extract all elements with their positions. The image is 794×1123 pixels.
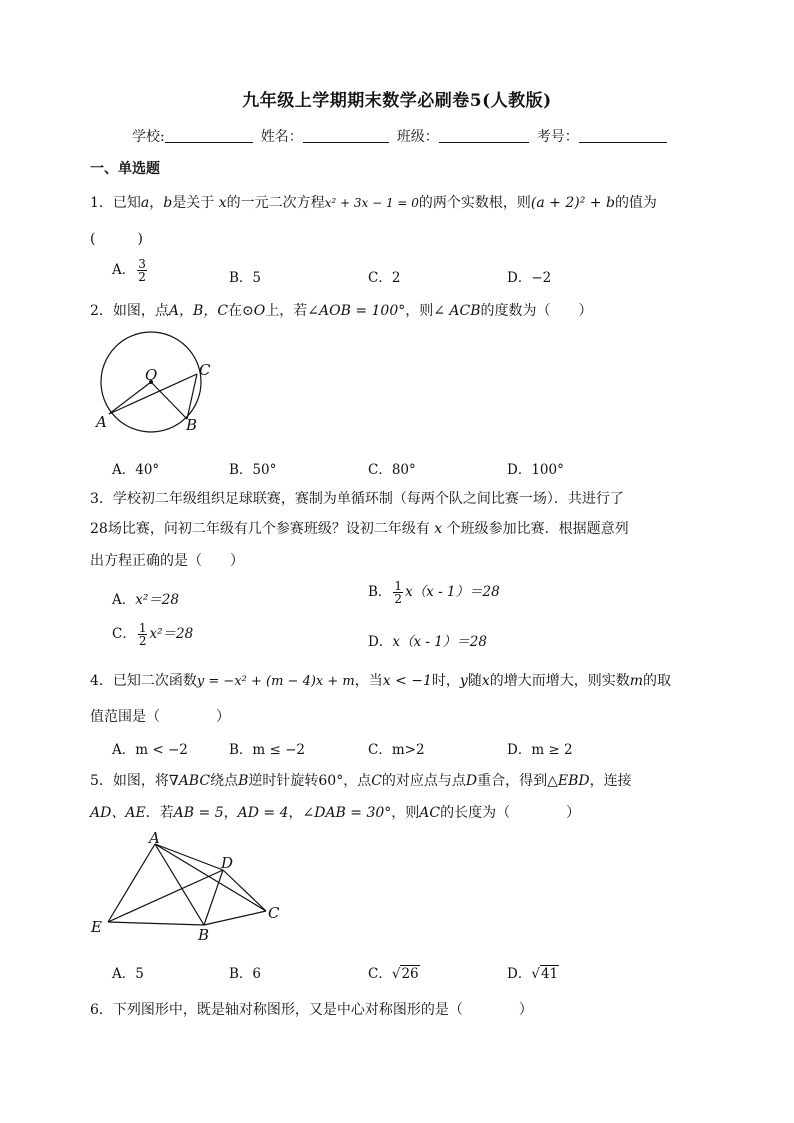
class-blank[interactable] [439, 128, 529, 143]
label-c: C [199, 361, 211, 379]
exam-no-label: 考号： [536, 129, 579, 145]
segment-eb [108, 922, 204, 925]
segment-dc [223, 870, 266, 911]
rotation-figure [86, 828, 286, 944]
segment-ad [155, 844, 223, 870]
exam-no-blank[interactable] [579, 128, 667, 143]
circle-figure [90, 330, 220, 436]
question-3-option-a[interactable]: A．x²＝28 [112, 592, 179, 608]
question-4-line-2: 值范围是（ ） [90, 709, 230, 725]
class-label: 班级： [396, 129, 439, 145]
question-5-option-c[interactable]: C．√26 [368, 966, 419, 982]
segment-ob [151, 382, 187, 419]
segment-cb [187, 374, 197, 419]
school-blank[interactable] [165, 128, 253, 143]
school-label: 学校: [132, 129, 165, 145]
label-d: D [221, 854, 234, 872]
label-e: E [91, 918, 102, 936]
question-1-paren: ( ) [90, 231, 143, 247]
question-5-stem: 5．如图，将∇ABC绕点B逆时针旋转60°，点C的对应点与点D重合，得到△EBD，连接 [90, 773, 632, 789]
segment-bd [204, 870, 223, 925]
question-3-line-1: 3．学校初二年级组织足球联赛，赛制为单循环制（每两个队之间比赛一场）．共进行了 [90, 491, 624, 507]
question-4-option-a[interactable]: A．m < −2 [112, 742, 188, 758]
segment-ac [155, 844, 266, 911]
question-4-stem: 4．已知二次函数y = −x² + (m − 4)x + m，当x < −1时，y随x的增大而增大，则实数m的取 [90, 673, 672, 689]
segment-ed [108, 870, 223, 922]
question-3-option-b[interactable]: B． $\frac{1}{2}$ x（x - 1）＝28 [368, 579, 500, 606]
question-3-option-c[interactable]: C． $\frac{1}{2}$ x²＝28 [112, 621, 194, 648]
question-3-option-d[interactable]: D．x（x - 1）＝28 [368, 634, 487, 650]
question-4-option-b[interactable]: B．m ≤ −2 [229, 742, 306, 758]
question-1-option-d[interactable]: D．−2 [507, 270, 552, 286]
label-b: B [198, 926, 210, 944]
segment-bc [204, 911, 266, 925]
name-blank[interactable] [303, 128, 389, 143]
question-2-option-c[interactable]: C．80° [368, 462, 416, 478]
question-6-stem: 6．下列图形中，既是轴对称图形，又是中心对称图形的是（ ） [90, 1002, 533, 1018]
name-label: 姓名： [260, 129, 303, 145]
label-b: B [186, 416, 198, 434]
section-heading: 一、单选题 [90, 161, 160, 177]
question-4-option-d[interactable]: D．m ≥ 2 [507, 742, 573, 758]
question-4-option-c[interactable]: C．m>2 [368, 742, 425, 758]
question-2-option-b[interactable]: B．50° [229, 462, 277, 478]
question-2-option-d[interactable]: D．100° [507, 462, 564, 478]
question-2-stem: 2．如图，点A，B，C在⊙O上，若∠AOB = 100°，则∠ ACB的度数为（ ） [90, 303, 593, 319]
question-5-option-b[interactable]: B．6 [229, 966, 262, 982]
label-a: A [96, 413, 107, 431]
question-3-line-2: 28场比赛，问初二年级有几个参赛班级？设初二年级有 x 个班级参加比赛．根据题意列 [90, 521, 629, 537]
segment-ae [108, 844, 155, 922]
question-5-line-2: AD、AE．若AB = 5，AD = 4，∠DAB = 30°，则AC的长度为（ ） [90, 805, 581, 821]
question-5-option-a[interactable]: A．5 [112, 966, 144, 982]
question-1-stem: 1．已知a，b是关于 x的一元二次方程x² + 3x − 1 = 0的两个实数根，则(a + 2)² + b的值为 [90, 195, 657, 211]
label-a: A [149, 829, 160, 847]
question-1-option-a[interactable]: A． $\frac{3}{2}$ [112, 257, 146, 284]
segment-ab [155, 844, 204, 925]
question-1-option-b[interactable]: B．5 [229, 270, 262, 286]
question-5-option-d[interactable]: D．√41 [507, 966, 559, 982]
label-c: C [268, 904, 280, 922]
student-info-row [132, 126, 675, 146]
label-o: O [145, 366, 158, 384]
question-2-option-a[interactable]: A．40° [112, 462, 160, 478]
question-3-line-3: 出方程正确的是（ ） [90, 553, 244, 569]
page-title: 九年级上学期期末数学必刷卷5(人教版) [242, 91, 552, 111]
question-1-option-c[interactable]: C．2 [368, 270, 401, 286]
